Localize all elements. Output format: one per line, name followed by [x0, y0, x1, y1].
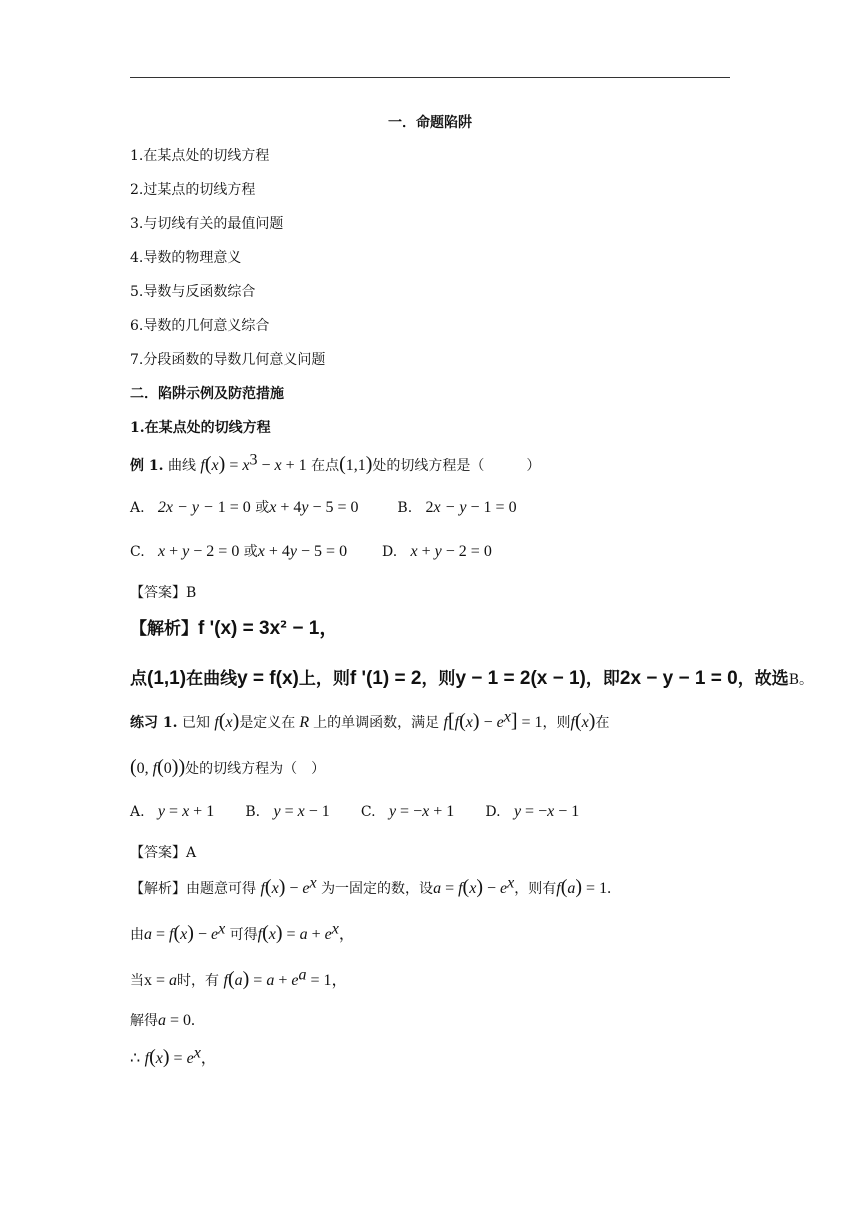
analysis-line: 【解析】f '$(x) = 3x^2 - 1$， — [130, 618, 339, 639]
practice-question-cont: (0, f(0))处的切线方程为（ ） — [130, 756, 326, 778]
analysis-line: 由$a = f(x) - e^x$ 可得$f(x) = a + e^x$， — [130, 920, 355, 944]
practice-label: 练习 1. — [130, 715, 178, 731]
list-item: 3.与切线有关的最值问题 — [130, 216, 284, 232]
analysis-line: 【解析】由题意可得 $f(x) - e^x$ 为一固定的数，设$a = f(x) - e^x$，则有f(a) = 1. — [130, 874, 612, 898]
analysis-line: ∴ $f(x) = e^x$， — [130, 1044, 217, 1068]
subsection-title: 1.在某点处的切线方程 — [130, 420, 271, 436]
header-rule — [130, 77, 730, 78]
answer: 【答案】B — [130, 585, 197, 601]
analysis-line: 解得a = 0. — [130, 1012, 196, 1029]
analysis-line: 当x = a时，有 $f(a) = a + e^a = 1$， — [130, 966, 348, 990]
section-title: 一．命题陷阱 — [388, 115, 472, 131]
example-question: 例 1. 曲线 $f(x) = x^3 - x + 1$ 在点(1,1)处的切线方程是（ ） — [130, 451, 541, 475]
options-row: A. y = x + 1 B. y = x − 1 C. y = −x + 1 D. y = −x − 1 — [130, 803, 580, 820]
options-row: A. 2x − y − 1 = 0 或x + 4y − 5 = 0 B. 2x − y − 1 = 0 — [130, 499, 517, 516]
list-item: 1.在某点处的切线方程 — [130, 148, 270, 164]
section-title: 二．陷阱示例及防范措施 — [130, 386, 284, 402]
practice-question: 练习 1. 已知 f(x)是定义在 R 上的单调函数，满足 $f[f(x) - e^x] = 1$，则f(x)在 — [130, 708, 610, 732]
analysis-line: 点(1,1)在曲线y = f(x)上，则f '(1) = 2，则y − 1 = 2(x − 1)，即2x − y − 1 = 0，故选B。 — [130, 668, 813, 689]
list-item: 7.分段函数的导数几何意义问题 — [130, 352, 326, 368]
list-item: 6.导数的几何意义综合 — [130, 318, 270, 334]
list-item: 2.过某点的切线方程 — [130, 182, 256, 198]
list-item: 4.导数的物理意义 — [130, 250, 242, 266]
options-row: C. x + y − 2 = 0 或x + 4y − 5 = 0 D. x + y − 2 = 0 — [130, 543, 492, 560]
example-label: 例 1. — [130, 458, 164, 474]
answer: 【答案】A — [130, 845, 197, 861]
list-item: 5.导数与反函数综合 — [130, 284, 256, 300]
